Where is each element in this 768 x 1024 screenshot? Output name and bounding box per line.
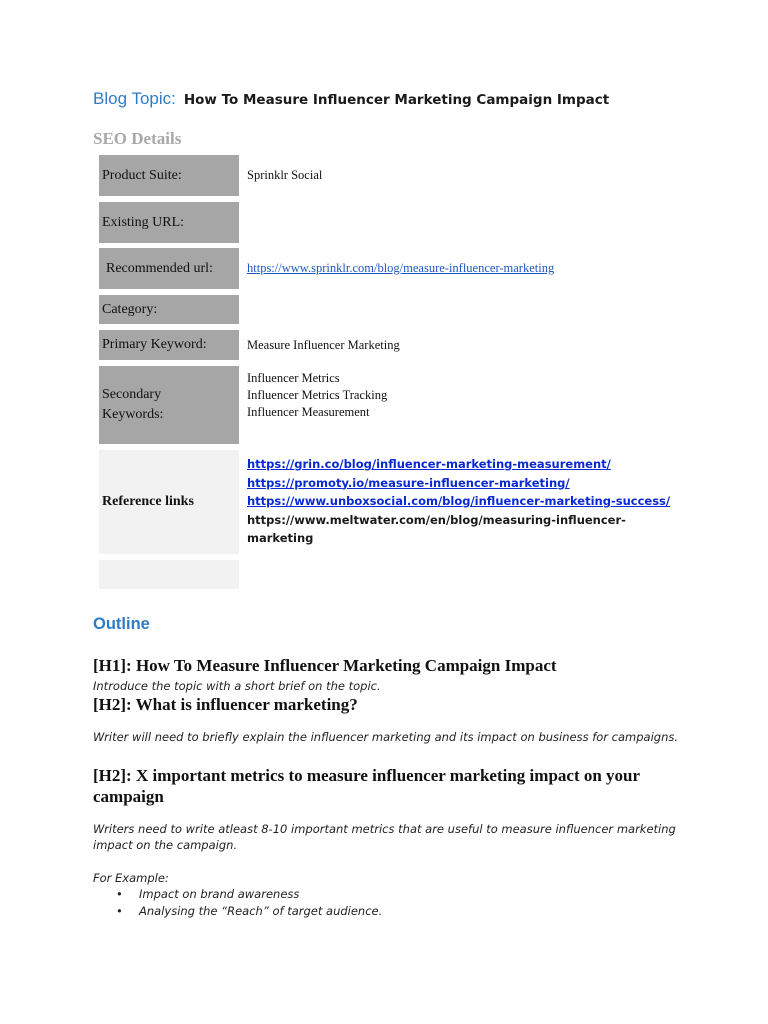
seo-label-empty [99,560,239,589]
secondary-keywords-label-text: Secondary Keywords: [102,387,164,422]
seo-label-recommended-url: Recommended url: [99,248,239,289]
reference-links-list [247,455,671,548]
secondary-keyword-item: Influencer Metrics [247,371,340,385]
reference-link[interactable]: https://www.unboxsocial.com/blog/influencer-marketing-success/ [247,494,671,508]
seo-value-secondary-keywords [247,366,679,444]
h2-note-metrics: Writers need to write atleast 8-10 important metrics that are useful to measure influencer marketing impact on the campaign. [93,822,676,852]
outline-heading: Outline [93,615,150,633]
h2-heading-metrics: [H2]: X important metrics to measure influencer marketing impact on your campaign [93,766,640,806]
reference-link[interactable]: https://grin.co/blog/influencer-marketing-measurement/ [247,457,611,471]
seo-value-existing-url [247,202,679,243]
seo-row-existing-url [99,202,679,243]
h1-heading: [H1]: How To Measure Influencer Marketing Campaign Impact [93,656,557,675]
seo-details-heading: SEO Details [93,129,182,148]
seo-row-product-suite [99,155,679,196]
example-list [93,886,382,919]
reference-link[interactable]: https://promoty.io/measure-influencer-marketing/ [247,475,570,490]
seo-row-primary-keyword [99,330,679,360]
blog-topic-label: Blog Topic: [93,89,176,108]
list-item [93,903,382,920]
blog-topic-title: How To Measure Influencer Marketing Campaign Impact [183,92,610,108]
seo-value-category [247,295,679,324]
example-item-text: Impact on brand awareness [139,887,300,901]
secondary-keyword-item: Influencer Measurement [247,405,370,419]
seo-label-existing-url: Existing URL: [99,202,239,243]
seo-value-primary-keyword: Measure Influencer Marketing [247,337,400,352]
example-label: For Example: [93,871,169,885]
seo-label-primary-keyword: Primary Keyword: [99,330,239,360]
example-item-text: Analysing the “Reach” of target audience. [139,903,383,918]
seo-label-secondary-keywords [99,366,239,444]
h2-note-what-is: Writer will need to briefly explain the influencer marketing and its impact on business for campaigns. [93,730,679,744]
bullet-icon: • [116,887,123,901]
seo-row-reference-links [99,450,679,554]
seo-value-recommended-url [247,248,679,289]
seo-row-secondary-keywords [99,366,679,444]
list-item [93,886,382,903]
seo-row-recommended-url [99,248,679,289]
secondary-keyword-item: Influencer Metrics Tracking [247,388,388,402]
seo-label-category: Category: [99,295,239,324]
bullet-icon: • [116,903,123,918]
blog-topic-line [93,89,609,109]
reference-text-url: https://www.meltwater.com/en/blog/measuring-influencer-marketing [247,512,626,545]
seo-value-product-suite: Sprinklr Social [247,168,323,182]
seo-label-product-suite: Product Suite: [99,155,239,196]
h2-heading-what-is: [H2]: What is influencer marketing? [93,695,358,714]
seo-label-reference-links: Reference links [99,450,239,554]
seo-row-empty [99,560,679,589]
seo-row-category [99,295,679,324]
h1-note: Introduce the topic with a short brief on the topic. [93,679,381,693]
recommended-url-link[interactable]: https://www.sprinklr.com/blog/measure-influencer-marketing [247,261,555,275]
